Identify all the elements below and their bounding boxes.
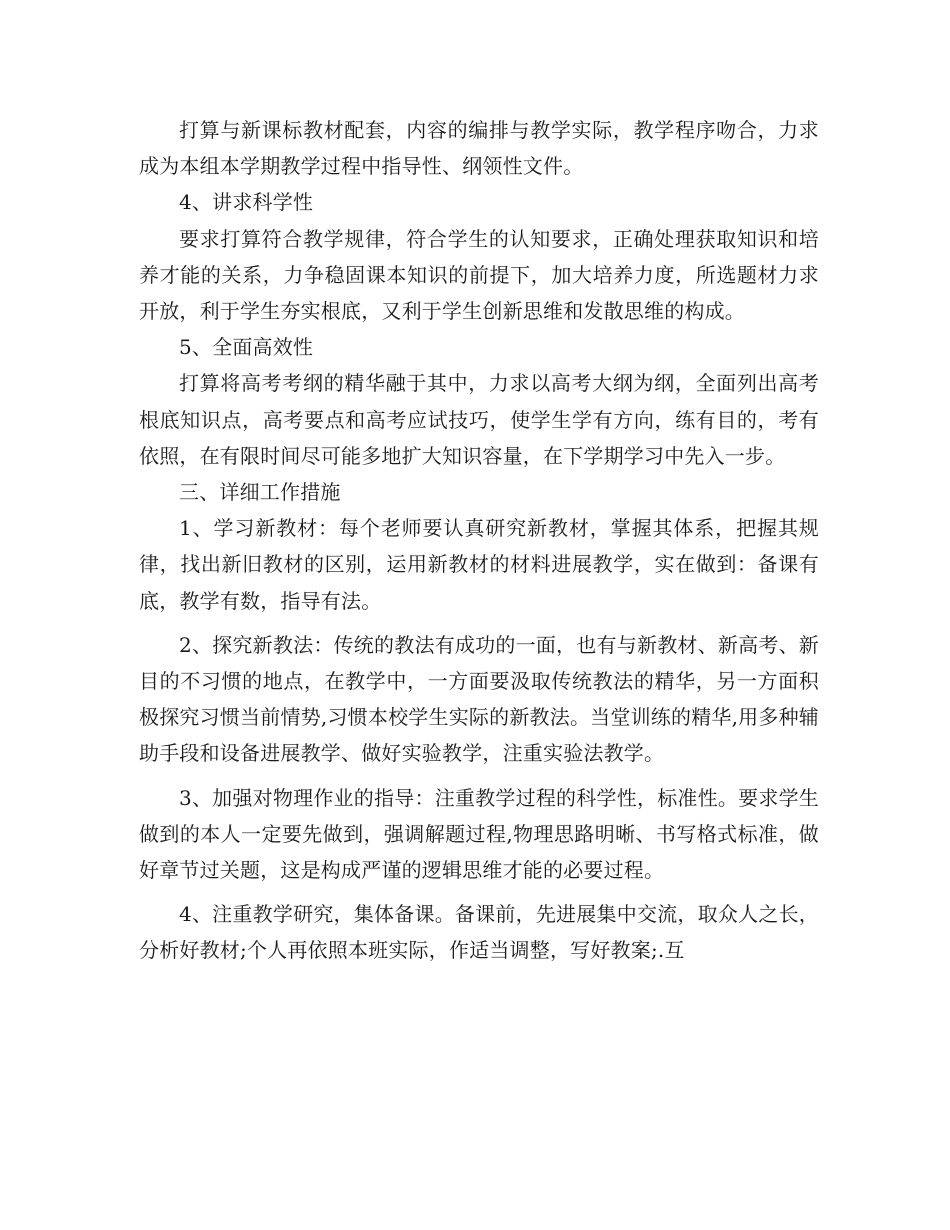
document-body	[139, 112, 819, 969]
paragraph-measure-4: 4、注重教学研究，集体备课。备课前，先进展集中交流，取众人之长，分析好教材;个人再依照本班实际，作适当调整，写好教案;.互	[139, 902, 819, 963]
paragraph-scientific: 要求打算符合教学规律，符合学生的认知要求，正确处理获取知识和培养才能的关系，力争稳固课本知识的前提下，加大培养力度，所选题材力求开放，利于学生夯实根底，又利于学生创新思维和发散思维的构成。	[139, 226, 819, 324]
heading-scientific: 4、讲求科学性	[179, 190, 314, 215]
paragraph-measure-1: 1、学习新教材：每个老师要认真研究新教材，掌握其体系，把握其规律，找出新旧教材的区别，运用新教材的材料进展教学，实在做到：备课有底，教学有数，指导有法。	[139, 516, 819, 613]
paragraph-efficiency: 打算将高考考纲的精华融于其中，力求以高考大纲为纲，全面列出高考根底知识点，高考要点和高考应试技巧，使学生学有方向，练有目的，考有依照，在有限时间尽可能多地扩大知识容量，在下学期学习中先入一步。	[139, 371, 819, 468]
heading-measures: 三、详细工作措施	[179, 480, 341, 505]
paragraph-measure-2: 2、探究新教法：传统的教法有成功的一面，也有与新教材、新高考、新目的不习惯的地点，在教学中，一方面要汲取传统教法的精华，另一方面积极探究习惯当前情势,习惯本校学生实际的新教法。当堂训练的精华,用多种辅助手段和设备进展教学、做好实验教学，注重实验法教学。	[139, 632, 819, 766]
heading-efficiency: 5、全面高效性	[179, 335, 314, 360]
paragraph-plan-alignment: 打算与新课标教材配套，内容的编排与教学实际，教学程序吻合，力求成为本组本学期教学过程中指导性、纲领性文件。	[139, 118, 819, 179]
paragraph-measure-3: 3、加强对物理作业的指导：注重教学过程的科学性，标准性。要求学生做到的本人一定要先做到，强调解题过程,物理思路明晰、书写格式标准，做好章节过关题，这是构成严谨的逻辑思维才能的必要过程。	[139, 785, 819, 883]
